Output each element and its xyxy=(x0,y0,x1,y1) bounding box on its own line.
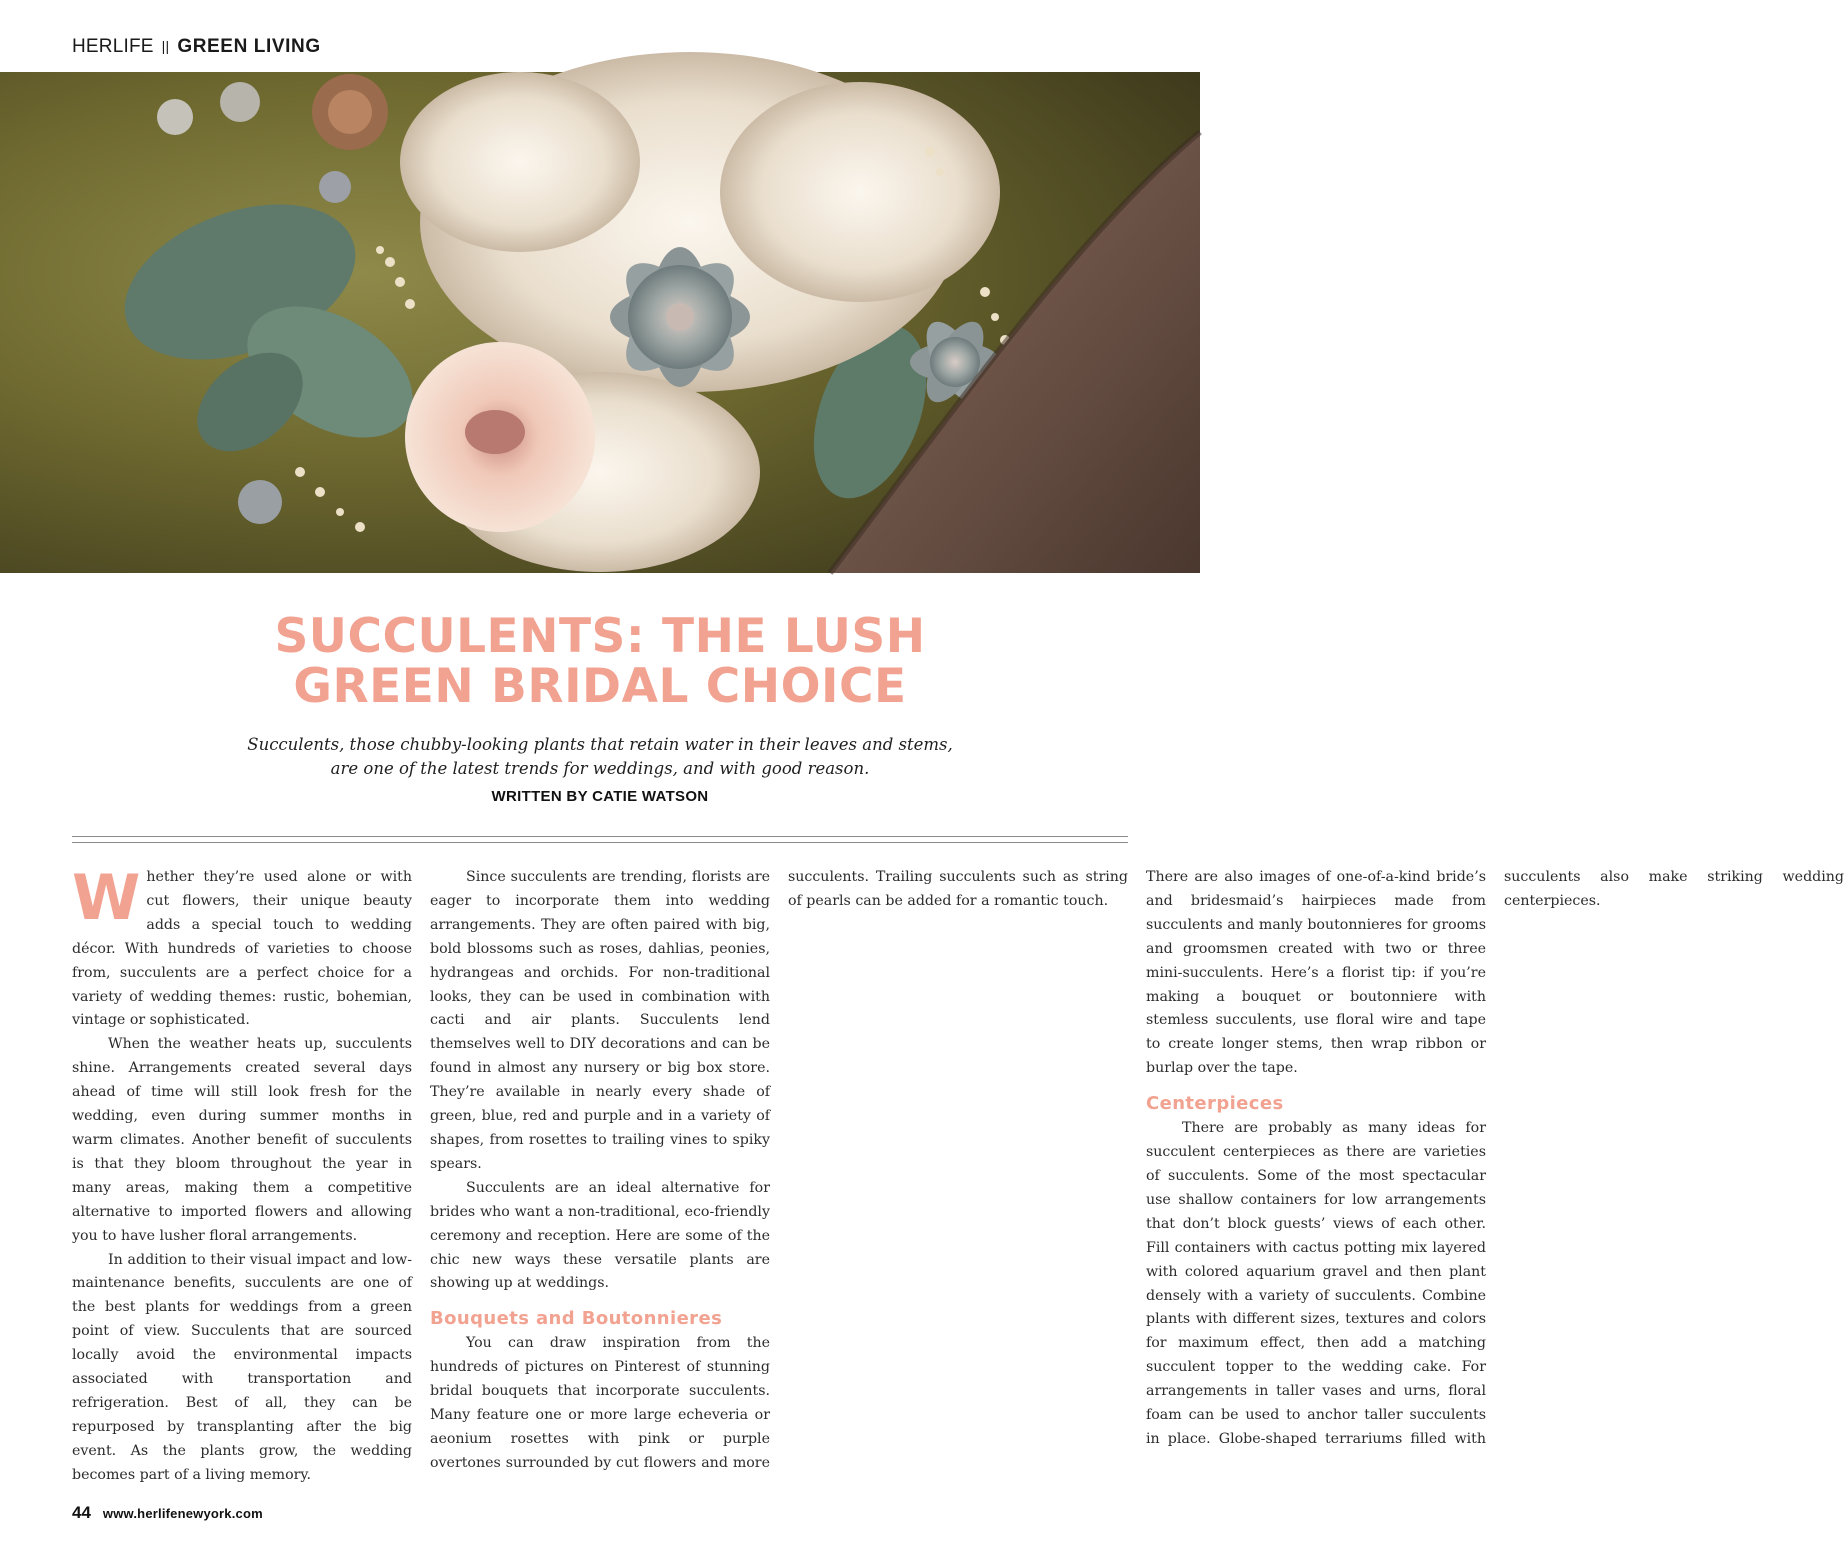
magazine-brand: HERLIFE xyxy=(72,36,154,57)
website-url: www.herlifenewyork.com xyxy=(102,1506,263,1521)
page-number: 44 xyxy=(72,1503,91,1522)
deck-line-1: Succulents, those chubby-looking plants that retain water in their leaves and stems, xyxy=(247,735,953,754)
divider-rule-bottom xyxy=(72,842,1128,843)
section-name: GREEN LIVING xyxy=(177,36,321,57)
deck-line-2: are one of the latest trends for weddings, and with good reason. xyxy=(330,759,870,778)
article-deck xyxy=(150,733,1050,781)
body-paragraph: In addition to their visual impact and low-maintenance benefits, succulents are one of the best plants for weddings from a green point of view. Succulents that are sourced locally avoid the environmental impacts associated with transportation and refrigeration. Best of all, they can be repurposed by transplanting after the big event. As the plants grow, the wedding becomes part of a living memory. xyxy=(72,1251,412,1483)
section-heading-bouquets: Bouquets and Boutonnieres xyxy=(430,1308,723,1330)
drop-cap: W xyxy=(72,861,141,934)
body-paragraph: There are probably as many ideas for succulent centerpieces as there are varieties of succulents. Some of the most spectacular use shallow containers for low arrangements that don’t block guests’ views of each other. Fill containers with cactus potting mix layered with colored aquarium gravel and then plant densely with a variety of succulents. Combine plants with different sizes, textures and colors for maximum effect, then add a matching succulent topper to the wedding cake. For arrangements in taller vases and urns, floral foam can be used to anchor taller succulents in place. Globe-shaped terrariums filled with succulents also make striking wedding centerpieces. xyxy=(1146,869,1844,1447)
hero-photo xyxy=(0,72,1200,573)
body-paragraph: You can draw inspiration from the hundreds of pictures on Pinterest of stunning bridal bouquets that incorporate succulents. Many feature one or more large echeveria or aeonium rosettes with pink or purple overtones surrounded by cut flowers and more succulents. Trailing succulents such as string of pearls can be added for a romantic touch. xyxy=(430,869,1128,1471)
title-line-2: GREEN BRIDAL CHOICE xyxy=(293,659,907,714)
header-separator: || xyxy=(161,38,170,54)
body-paragraph: Whether they’re used alone or with cut flowers, their unique beauty adds a special touch to wedding décor. With hundreds of varieties to choose from, succulents are a perfect choice for a variety of wedding themes: rustic, bohemian, vintage or sophisticated. xyxy=(72,861,412,1029)
body-paragraph: When the weather heats up, succulents shine. Arrangements created several days ahead of time will still look fresh for the wedding, even during summer months in warm climates. Another benefit of succulents is that they bloom throughout the year in many areas, making them a competitive alternative to imported flowers and allowing you to have lusher floral arrangements. xyxy=(72,1036,412,1244)
body-paragraph: Succulents are an ideal alternative for brides who want a non-traditional, eco-friendly ceremony and reception. Here are some of the chic new ways these versatile plants are showing up at weddings. xyxy=(430,1179,770,1292)
section-heading-centerpieces: Centerpieces xyxy=(1146,1093,1284,1115)
bouquet-photo-icon xyxy=(0,72,1200,573)
body-paragraph: Since succulents are trending, florists are eager to incorporate them into wedding arrangements. They are often paired with big, bold blossoms such as roses, dahlias, peonies, hydrangeas and orchids. For non-traditional looks, they can be used in combination with cacti and air plants. Succulents lend themselves well to DIY decorations and can be found in almost any nursery or big box store. They’re available in nearly every shade of green, blue, red and purple and in a variety of shapes, from rosettes to trailing vines to spiky spears. xyxy=(430,869,770,1172)
article-title xyxy=(0,609,1200,714)
page-footer xyxy=(72,1503,263,1523)
title-line-1: SUCCULENTS: THE LUSH xyxy=(274,609,926,664)
body-paragraph: There are also images of one-of-a-kind bride’s and bridesmaid’s hairpieces made from succulents and manly boutonnieres for grooms and groomsmen created with two or three mini-succulents. Here’s a florist tip: if you’re making a bouquet or boutonniere with stemless succulents, use floral wire and tape to create longer stems, then wrap ribbon or burlap over the tape. xyxy=(1146,869,1486,1077)
byline: WRITTEN BY CATIE WATSON xyxy=(491,788,709,805)
running-header xyxy=(72,36,321,58)
divider-rule-top xyxy=(72,836,1128,837)
article-body xyxy=(72,861,1844,1494)
